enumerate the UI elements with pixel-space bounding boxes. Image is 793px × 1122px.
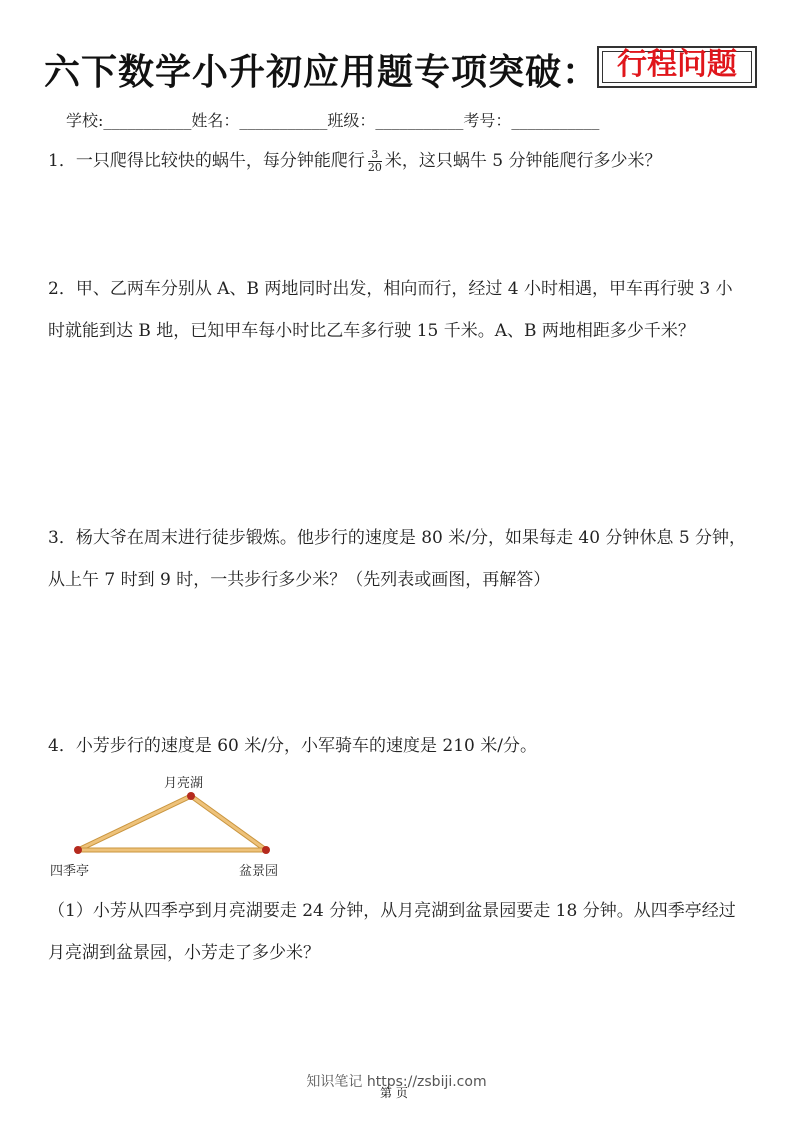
fraction — [368, 149, 382, 174]
route-diagram — [46, 772, 306, 882]
student-info-line: 学校:___________姓名：___________班级：___________考号：___________ — [66, 111, 600, 130]
topic-box — [597, 46, 757, 88]
question-1-text-after: 米，这只蜗牛 5 分钟能爬行多少米？ — [384, 151, 662, 171]
question-4: 4．小芳步行的速度是 60 米/分，小军骑车的速度是 210 米/分。 — [48, 736, 537, 756]
four-seasons-pavilion-point — [74, 846, 82, 854]
question-1 — [48, 140, 748, 182]
label-four-seasons-pavilion: 四季亭 — [50, 864, 90, 879]
bonsai-garden-point — [262, 846, 270, 854]
topic-title: 行程问题 — [617, 47, 737, 82]
watermark: 知识笔记 https://zsbiji.com — [306, 1074, 487, 1090]
label-bonsai-garden: 盆景园 — [239, 864, 279, 879]
question-4-part-1: （1）小芳从四季亭到月亮湖要走 24 分钟，从月亮湖到盆景园要走 18 分钟。从四季亭经过月亮湖到盆景园，小芳走了多少米？ — [48, 901, 736, 963]
label-moon-lake: 月亮湖 — [164, 776, 204, 791]
page-number: 第 页 — [380, 1086, 408, 1100]
question-3: 3．杨大爷在周末进行徒步锻炼。他步行的速度是 80 米/分，如果每走 40 分钟休息 5 分钟，从上午 7 时到 9 时，一共步行多少米？（先列表或画图，再解答） — [48, 528, 747, 590]
fraction-numerator: 3 — [368, 149, 382, 162]
question-1-text-before: 1．一只爬得比较快的蜗牛，每分钟能爬行 — [48, 151, 365, 171]
route-rods — [78, 796, 266, 850]
page-title: 六下数学小升初应用题专项突破： — [44, 52, 600, 93]
fraction-denominator: 20 — [367, 161, 382, 174]
moon-lake-point — [187, 792, 195, 800]
question-2: 2．甲、乙两车分别从 A、B 两地同时出发，相向而行，经过 4 小时相遇，甲车再行驶 3 小时就能到达 B 地，已知甲车每小时比乙车多行驶 15 千米。A、B 两地相距多少千米？ — [48, 279, 733, 341]
